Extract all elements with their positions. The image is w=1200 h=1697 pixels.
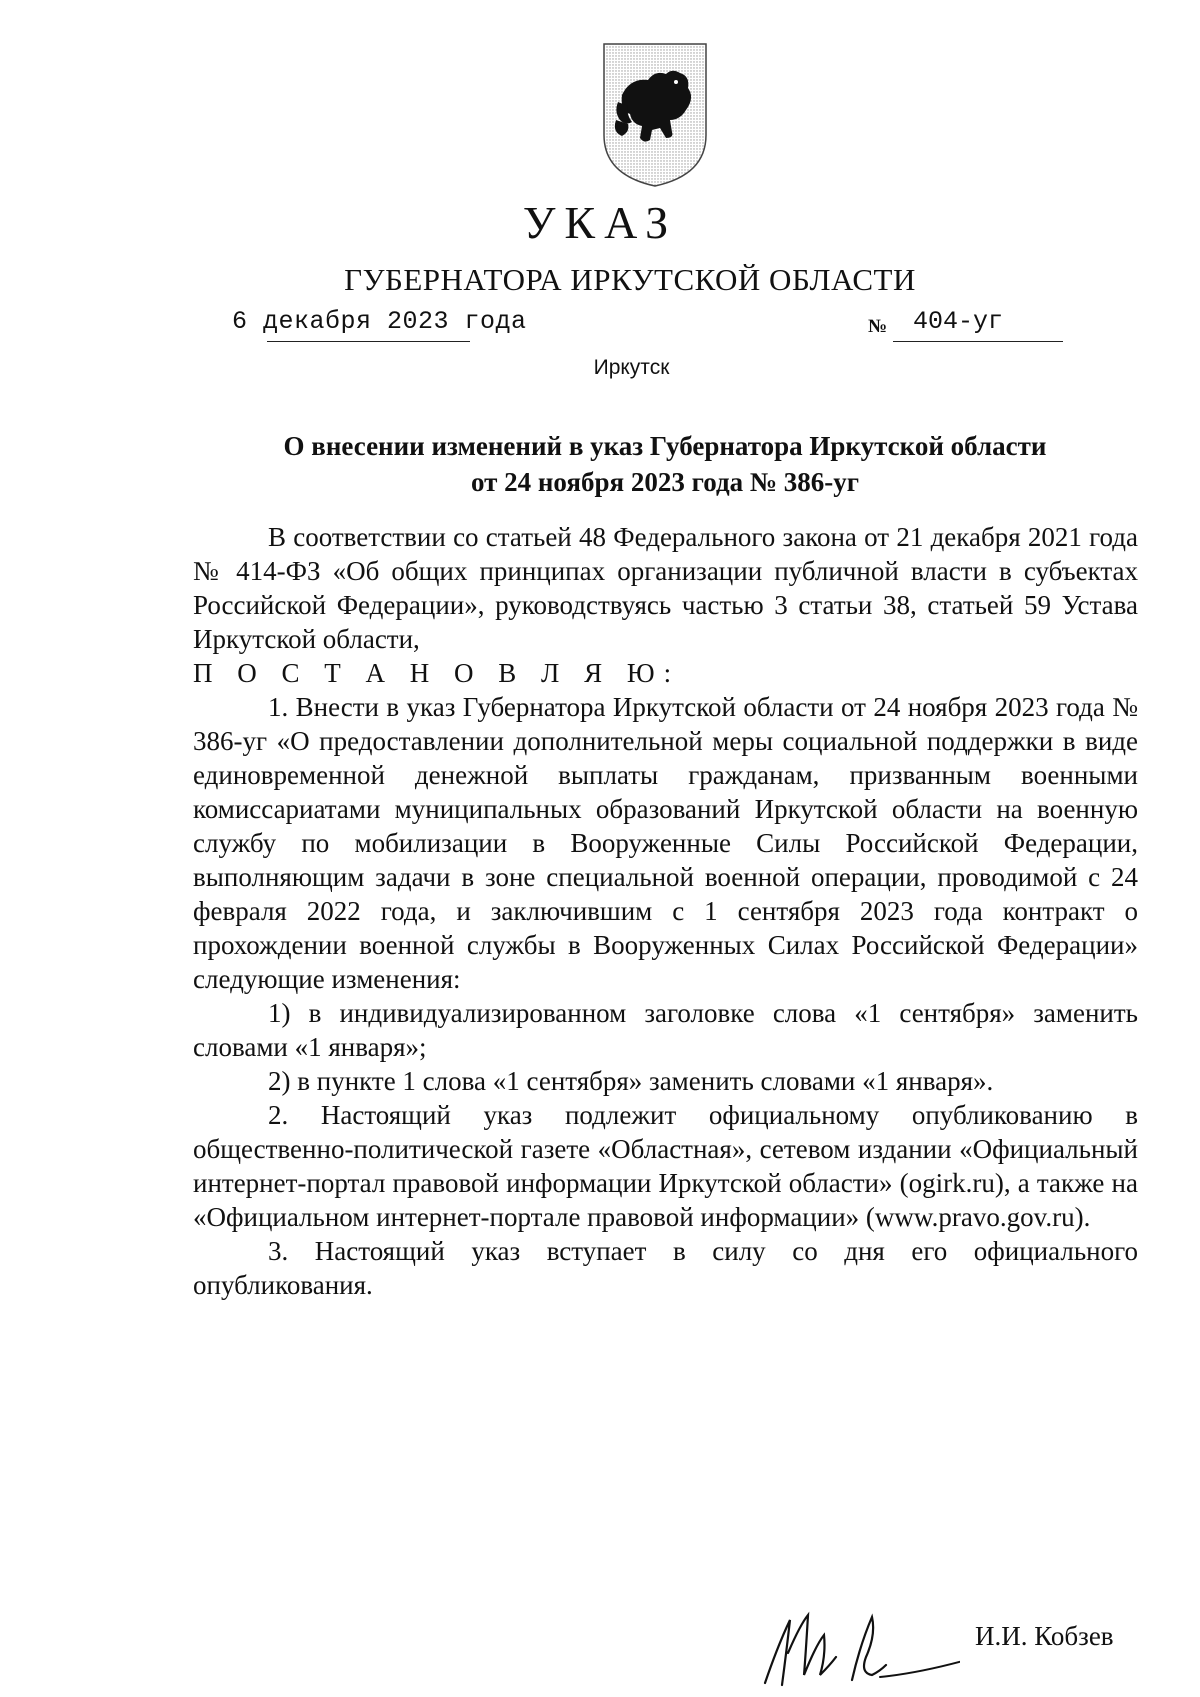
number-label: № bbox=[868, 316, 888, 337]
item-3-paragraph: 3. Настоящий указ вступает в силу со дня его официального опубликования. bbox=[193, 1236, 1138, 1300]
document-number: 404-уг bbox=[913, 307, 1004, 336]
heading-line-2: от 24 ноября 2023 года № 386-уг bbox=[470, 467, 860, 497]
document-subtitle: ГУБЕРНАТОРА ИРКУТСКОЙ ОБЛАСТИ bbox=[344, 262, 916, 297]
document-body bbox=[193, 520, 1138, 1302]
document-title: УКАЗ bbox=[522, 197, 678, 248]
number-underline bbox=[893, 341, 1063, 342]
item-1-2-paragraph: 2) в пункте 1 слова «1 сентября» заменить словами «1 января». bbox=[268, 1066, 994, 1096]
item-2-paragraph: 2. Настоящий указ подлежит официальному опубликованию в общественно-политической газете «Областная», сетевом издании «Официальный интернет-портал правовой информации Иркутской области» (ogirk.ru), а также на «Официальном интернет-портале правовой информации» (www.pravo.gov.ru). bbox=[193, 1100, 1138, 1232]
date-underline bbox=[267, 341, 470, 342]
document-city: Иркутск bbox=[593, 356, 670, 379]
preamble-paragraph: В соответствии со статьей 48 Федерального закона от 21 декабря 2021 года № 414-ФЗ «Об общих принципах организации публичной власти в субъектах Российской Федерации», руководствуясь частью 3 статьи 38, статьей 59 Устава Иркутской области, bbox=[193, 522, 1138, 654]
heading-line-1: О внесении изменений в указ Губернатора Иркутской области bbox=[283, 431, 1047, 461]
coat-of-arms-icon bbox=[600, 40, 710, 190]
handwritten-signature bbox=[760, 1605, 960, 1695]
document-heading bbox=[190, 428, 1140, 500]
item-1-paragraph: 1. Внести в указ Губернатора Иркутской области от 24 ноября 2023 года № 386-уг «О предоставлении дополнительной меры социальной поддержки в виде единовременной денежной выплаты гражданам, призванным военными комиссариатами муниципальных образований Иркутской области на военную службу по мобилизации в Вооруженные Силы Российской Федерации, выполняющим задачи в зоне специальной военной операции, проводимой с 24 февраля 2022 года, и заключившим с 1 сентября 2023 года контракт о прохождении военной службы в Вооруженных Силах Российской Федерации» следующие изменения: bbox=[193, 692, 1138, 994]
item-1-1-paragraph: 1) в индивидуализированном заголовке слова «1 сентября» заменить словами «1 января»; bbox=[193, 998, 1138, 1062]
decree-word: П О С Т А Н О В Л Я Ю: bbox=[193, 658, 681, 688]
document-date: 6 декабря 2023 года bbox=[232, 307, 527, 336]
signer-name: И.И. Кобзев bbox=[975, 1621, 1114, 1651]
